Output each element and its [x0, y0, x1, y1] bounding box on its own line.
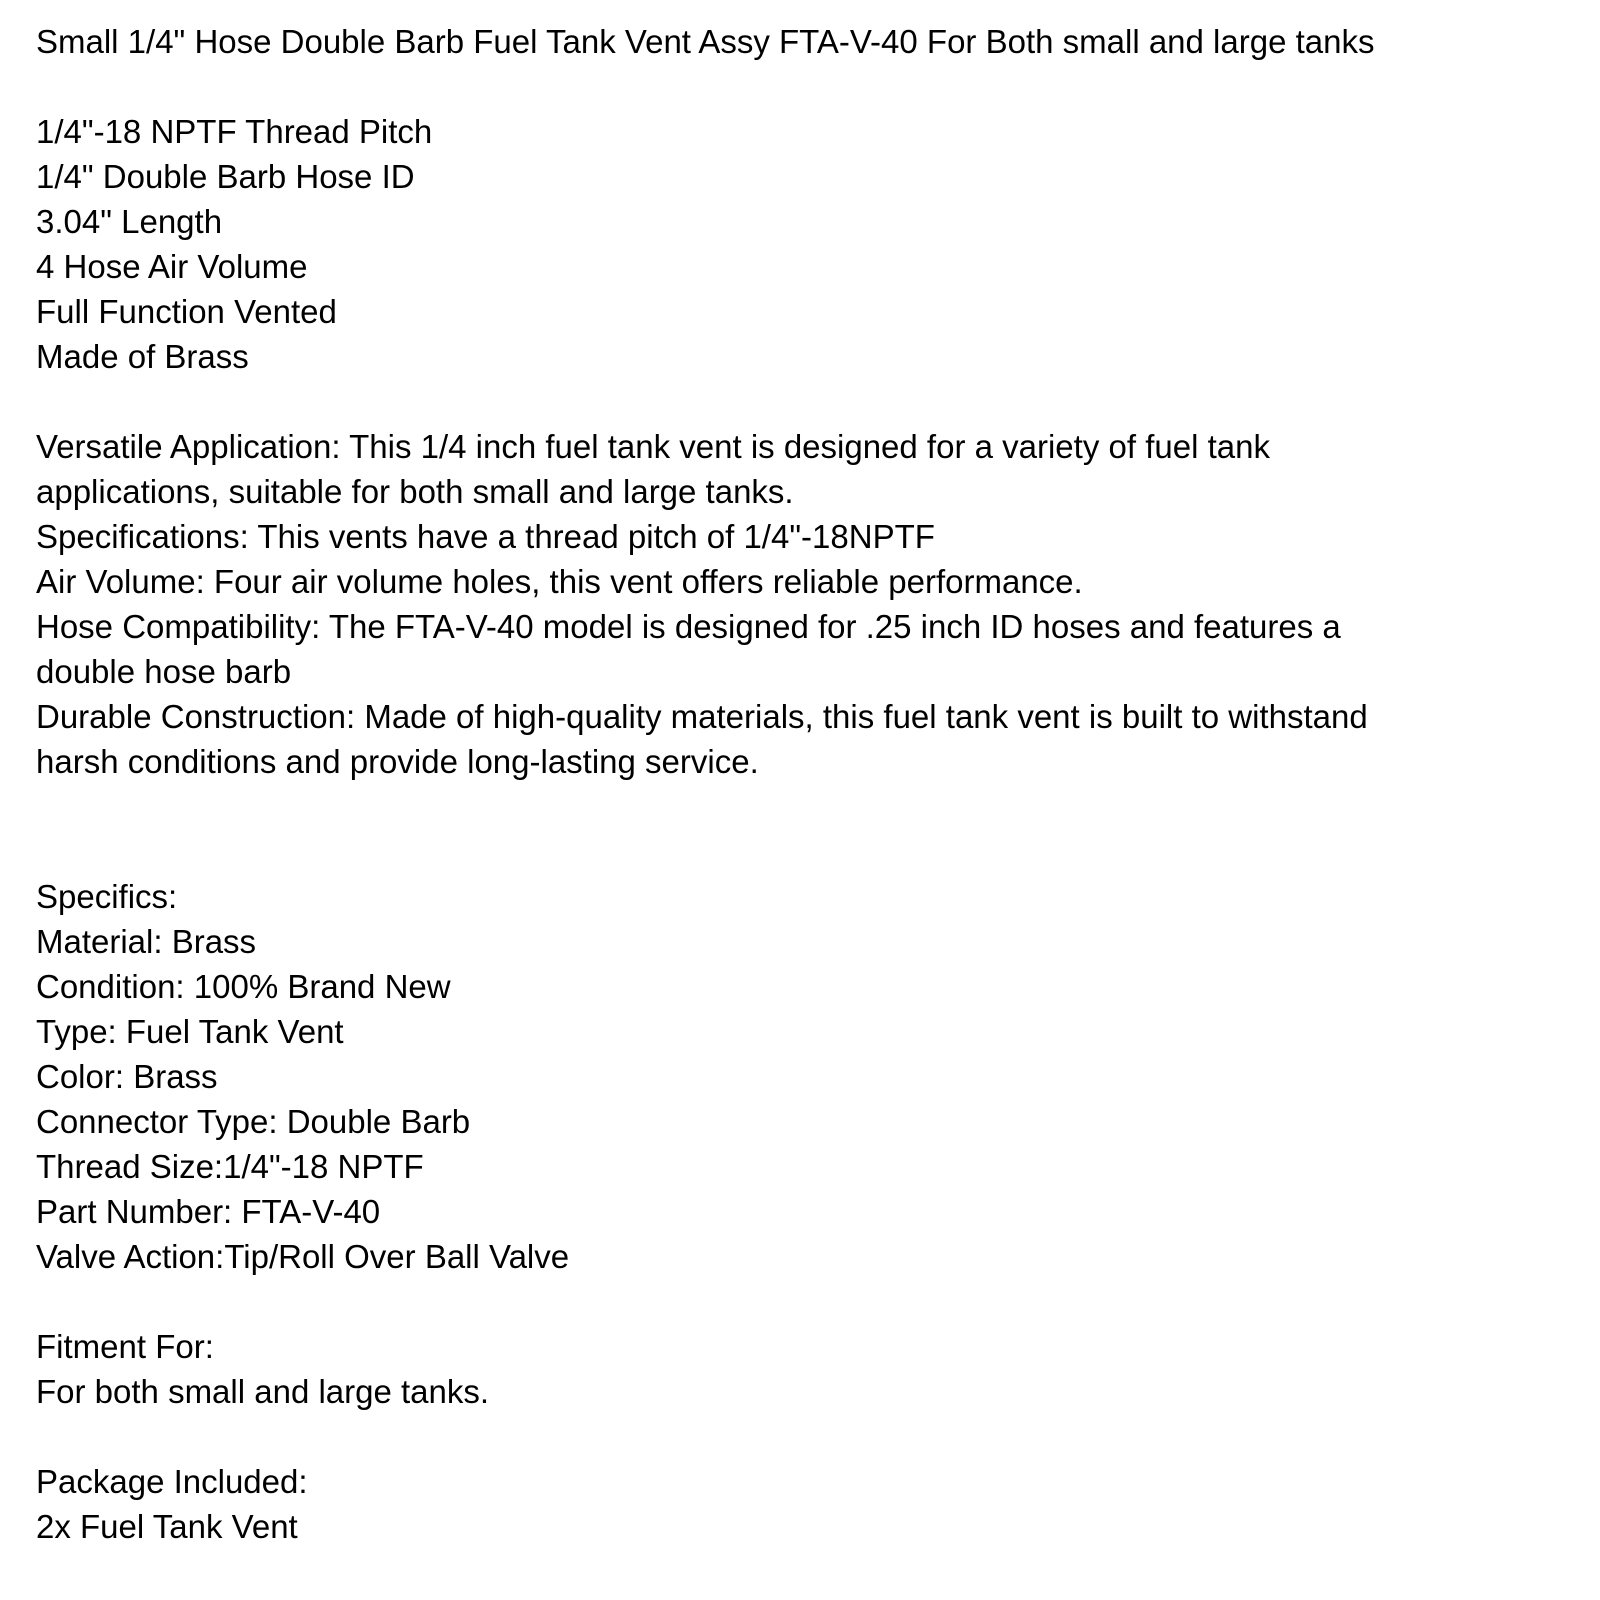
- text-line: Type: Fuel Tank Vent: [36, 1013, 344, 1050]
- quick-specs-section: [36, 109, 1570, 379]
- text-line: Durable Construction: Made of high-quality materials, this fuel tank vent is built to withstand: [36, 698, 1368, 735]
- text-line: Hose Compatibility: The FTA-V-40 model is designed for .25 inch ID hoses and features a: [36, 608, 1341, 645]
- text-line: Package Included:: [36, 1463, 308, 1500]
- text-line: Connector Type: Double Barb: [36, 1103, 471, 1140]
- text-line: harsh conditions and provide long-lasting service.: [36, 743, 759, 780]
- text-line: For both small and large tanks.: [36, 1373, 490, 1410]
- text-line: 4 Hose Air Volume: [36, 248, 308, 285]
- text-line: Specifics:: [36, 878, 178, 915]
- features-section: [36, 424, 1570, 784]
- text-line: applications, suitable for both small and large tanks.: [36, 473, 794, 510]
- text-line: Fitment For:: [36, 1328, 214, 1365]
- text-line: Color: Brass: [36, 1058, 218, 1095]
- specifics-section: [36, 874, 1570, 1279]
- text-line: 1/4"-18 NPTF Thread Pitch: [36, 113, 433, 150]
- text-line: Air Volume: Four air volume holes, this vent offers reliable performance.: [36, 563, 1083, 600]
- fitment-section: [36, 1324, 1570, 1414]
- text-line: Versatile Application: This 1/4 inch fuel tank vent is designed for a variety of fuel tank: [36, 428, 1270, 465]
- text-line: Part Number: FTA-V-40: [36, 1193, 381, 1230]
- text-line: 2x Fuel Tank Vent: [36, 1508, 298, 1545]
- text-line: Thread Size:1/4"-18 NPTF: [36, 1148, 424, 1185]
- product-title: Small 1/4" Hose Double Barb Fuel Tank Vent Assy FTA-V-40 For Both small and large tanks: [36, 23, 1375, 60]
- text-line: Specifications: This vents have a thread pitch of 1/4"-18NPTF: [36, 518, 935, 555]
- text-line: 1/4" Double Barb Hose ID: [36, 158, 415, 195]
- text-line: Condition: 100% Brand New: [36, 968, 451, 1005]
- text-line: Valve Action:Tip/Roll Over Ball Valve: [36, 1238, 570, 1275]
- package-section: [36, 1459, 1570, 1549]
- text-line: Full Function Vented: [36, 293, 337, 330]
- text-line: Material: Brass: [36, 923, 257, 960]
- text-line: double hose barb: [36, 653, 292, 690]
- text-line: Made of Brass: [36, 338, 249, 375]
- text-line: 3.04" Length: [36, 203, 223, 240]
